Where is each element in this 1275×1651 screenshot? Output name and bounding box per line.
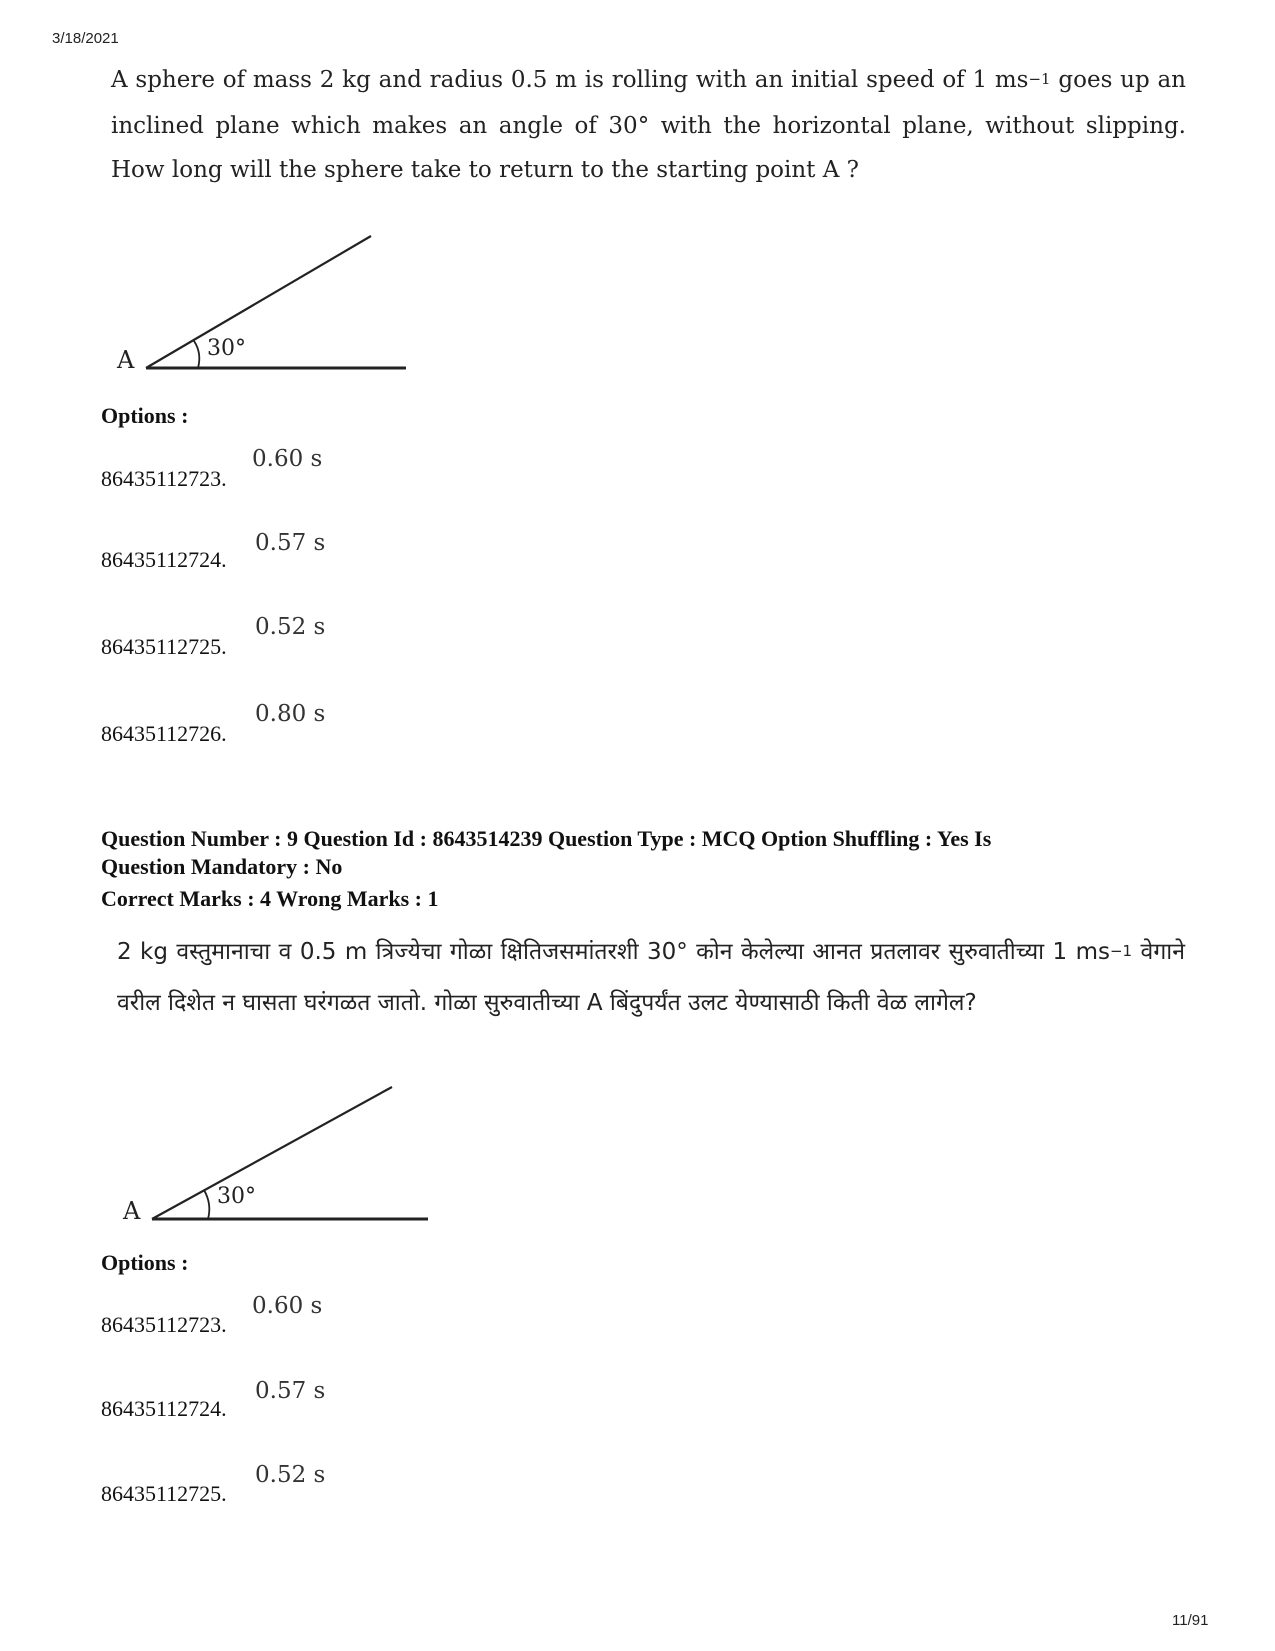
option-id: 86435112725. xyxy=(101,634,227,659)
question-text-part: 2 kg वस्तुमानाचा व 0.5 m त्रिज्येचा गोळा क्षितिजसमांतरशी 30° कोन केलेल्या आनत प्रतलावर सुरुवातीच्या 1 ms xyxy=(117,939,1110,965)
incline-line xyxy=(146,236,371,368)
incline-line xyxy=(152,1087,392,1219)
question-text-part: A sphere of mass 2 kg and radius 0.5 m is rolling with an initial speed of 1 ms xyxy=(111,67,1029,93)
options-heading: Options : xyxy=(101,1250,189,1275)
option-value: 0.60 s xyxy=(252,1293,323,1319)
angle-arc xyxy=(204,1190,209,1219)
option-value: 0.57 s xyxy=(255,1378,326,1404)
option-value: 0.60 s xyxy=(252,446,323,472)
question-text-marathi xyxy=(117,928,1185,1028)
unit-exponent: −1 xyxy=(1028,70,1051,88)
option-id: 86435112726. xyxy=(101,721,227,746)
question-text-english xyxy=(111,58,1186,192)
option-value: 0.52 s xyxy=(255,1462,326,1488)
option-id: 86435112723. xyxy=(101,466,227,491)
options-heading: Options : xyxy=(101,403,189,428)
print-date: 3/18/2021 xyxy=(52,30,119,47)
angle-label: 30° xyxy=(207,336,246,361)
inclined-plane-figure xyxy=(110,225,430,385)
option-id: 86435112724. xyxy=(101,1396,227,1421)
option-id: 86435112723. xyxy=(101,1312,227,1337)
option-value: 0.52 s xyxy=(255,614,326,640)
option-value: 0.57 s xyxy=(255,530,326,556)
inclined-plane-figure xyxy=(116,1076,436,1236)
question-text-part: वेगाने वरील दिशेत न घासता घरंगळत जातो. गोळा सुरुवातीच्या A बिंदुपर्यंत उलट येण्यासाठी किती वेळ लागेल? xyxy=(117,939,1185,1016)
vertex-label: A xyxy=(123,1197,141,1225)
question-meta-line: Correct Marks : 4 Wrong Marks : 1 xyxy=(101,886,439,911)
question-meta-line: Question Number : 9 Question Id : 8643514239 Question Type : MCQ Option Shuffling : Yes Is xyxy=(101,826,992,851)
option-id: 86435112724. xyxy=(101,547,227,572)
option-value: 0.80 s xyxy=(255,701,326,727)
vertex-label: A xyxy=(117,346,135,374)
option-id: 86435112725. xyxy=(101,1481,227,1506)
page-number: 11/91 xyxy=(1172,1612,1209,1629)
question-text-part: goes up an inclined plane which makes an angle of 30° with the horizontal plane, without slipping. How long will the sphere take to return to the starting point A ? xyxy=(111,67,1186,183)
angle-label: 30° xyxy=(217,1184,256,1209)
angle-arc xyxy=(194,341,199,368)
unit-exponent: −1 xyxy=(1109,942,1133,960)
question-meta-line: Question Mandatory : No xyxy=(101,854,343,879)
question-meta xyxy=(101,825,1211,913)
